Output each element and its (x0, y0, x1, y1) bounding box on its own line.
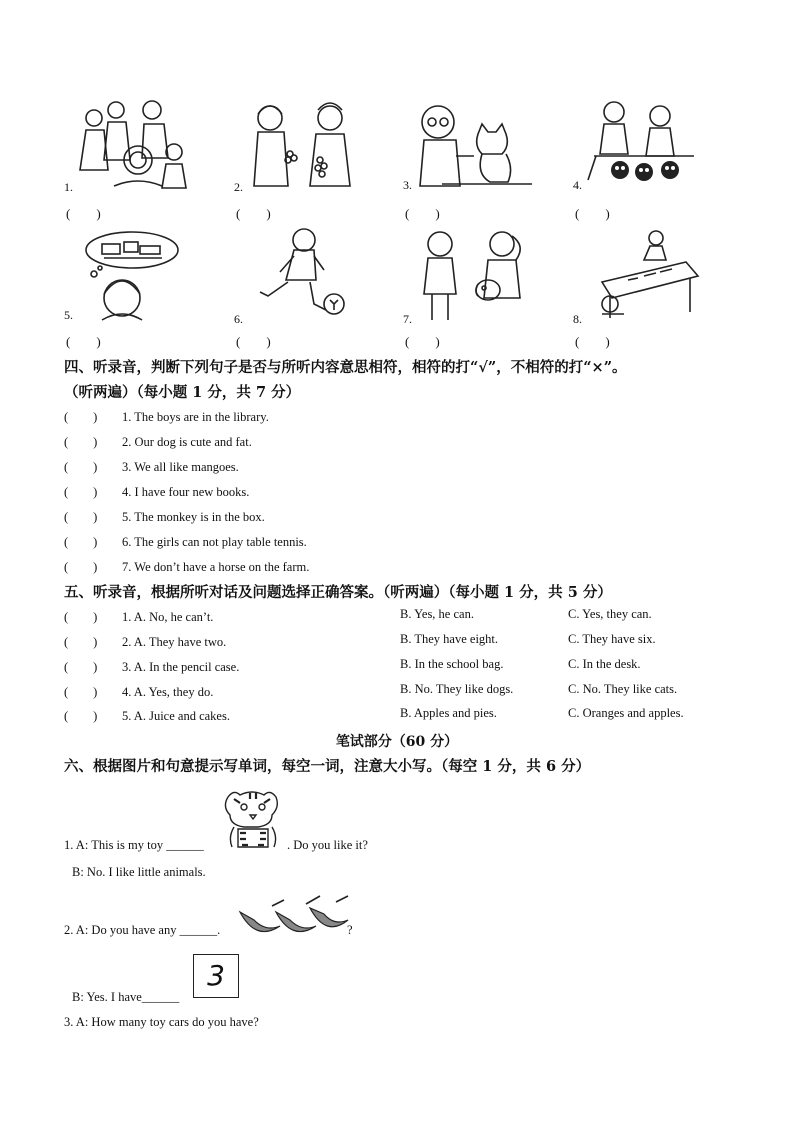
option-b: B. No. They like dogs. (400, 682, 514, 696)
girls-with-pandas-icon (584, 96, 704, 192)
list-item: ( ) 5. A. Juice and cakes. (64, 706, 230, 724)
list-item: ( ) 5. The monkey is in the box. (64, 507, 265, 525)
answer-blank[interactable]: ( ) (64, 485, 98, 499)
answer-blank[interactable]: ( ) (405, 334, 440, 349)
answer-blank[interactable]: ( ) (64, 435, 98, 449)
children-with-puppy-icon (416, 228, 536, 324)
girls-with-grapes-icon (244, 96, 364, 192)
list-item: ( ) 1. The boys are in the library. (64, 407, 269, 425)
picture-number: 4. (573, 178, 582, 192)
answer-blank[interactable]: ( ) (64, 510, 98, 524)
question-2-b: B: Yes. I have______ (72, 990, 180, 1004)
list-item: ( ) 2. Our dog is cute and fat. (64, 432, 252, 450)
question-1-a: 1. A: This is my toy ______ (64, 838, 204, 852)
section-6-title: 六、根据图片和句意提示写单词，每空一词，注意大小写。（每空 1 分，共 6 分） (64, 758, 591, 775)
list-item: ( ) 3. A. In the pencil case. (64, 657, 239, 675)
answer-blank[interactable]: ( ) (64, 685, 98, 699)
option-c: C. They have six. (568, 632, 656, 646)
list-item: ( ) 4. A. Yes, they do. (64, 682, 213, 700)
answer-blank[interactable]: ( ) (64, 709, 98, 723)
picture-number: 1. (64, 180, 73, 194)
girl-thinking-stationery-icon (76, 228, 196, 324)
bananas-icon (236, 892, 352, 942)
family-gathering-icon (74, 96, 194, 192)
question-2-a-end: ? (347, 923, 353, 937)
answer-blank[interactable]: ( ) (64, 635, 98, 649)
section-4-subtitle: （听两遍）（每小题 1 分，共 7 分） (64, 384, 301, 401)
list-item: ( ) 1. A. No, he can’t. (64, 607, 213, 625)
written-part-heading: 笔试部分（60 分） (335, 734, 459, 750)
picture-number: 3. (403, 178, 412, 192)
option-c: C. In the desk. (568, 657, 641, 671)
list-item: ( ) 7. We don’t have a horse on the farm. (64, 557, 309, 575)
list-item: ( ) 6. The girls can not play table tennis. (64, 532, 307, 550)
answer-blank[interactable]: ( ) (575, 206, 610, 221)
question-3-a: 3. A: How many toy cars do you have? (64, 1015, 259, 1029)
boy-with-cat-icon (412, 96, 532, 192)
question-2-a: 2. A: Do you have any ______. (64, 923, 221, 937)
answer-blank[interactable]: ( ) (236, 206, 271, 221)
option-b: B. They have eight. (400, 632, 499, 646)
question-1-a-end: . Do you like it? (287, 838, 368, 852)
kids-at-desk-icon (588, 226, 708, 322)
boy-playing-football-icon (248, 226, 368, 322)
option-b: B. Yes, he can. (400, 607, 474, 621)
picture-number: 6. (234, 312, 243, 326)
section-4-title: 四、听录音，判断下列句子是否与所听内容意思相符，相符的打“√”，不相符的打“×”。 (64, 359, 627, 376)
question-1-b: B: No. I like little animals. (72, 865, 206, 879)
number-box: 3 (193, 954, 239, 998)
answer-blank[interactable]: ( ) (236, 334, 271, 349)
option-c: C. No. They like cats. (568, 682, 678, 696)
answer-blank[interactable]: ( ) (405, 206, 440, 221)
answer-blank[interactable]: ( ) (64, 660, 98, 674)
picture-number: 8. (573, 312, 582, 326)
option-c: C. Oranges and apples. (568, 706, 684, 720)
option-b: B. In the school bag. (400, 657, 504, 671)
answer-blank[interactable]: ( ) (64, 460, 98, 474)
list-item: ( ) 4. I have four new books. (64, 482, 249, 500)
answer-blank[interactable]: ( ) (64, 560, 98, 574)
tiger-icon (220, 787, 286, 849)
answer-blank[interactable]: ( ) (66, 334, 101, 349)
answer-blank[interactable]: ( ) (64, 610, 98, 624)
list-item: ( ) 2. A. They have two. (64, 632, 226, 650)
picture-number: 5. (64, 308, 73, 322)
option-c: C. Yes, they can. (568, 607, 652, 621)
section-5-title: 五、听录音，根据所听对话及问题选择正确答案。（听两遍）（每小题 1 分，共 5 分） (64, 584, 612, 601)
picture-number: 2. (234, 180, 243, 194)
answer-blank[interactable]: ( ) (575, 334, 610, 349)
answer-blank[interactable]: ( ) (64, 535, 98, 549)
answer-blank[interactable]: ( ) (66, 206, 101, 221)
list-item: ( ) 3. We all like mangoes. (64, 457, 239, 475)
answer-blank[interactable]: ( ) (64, 410, 98, 424)
option-b: B. Apples and pies. (400, 706, 497, 720)
picture-number: 7. (403, 312, 412, 326)
